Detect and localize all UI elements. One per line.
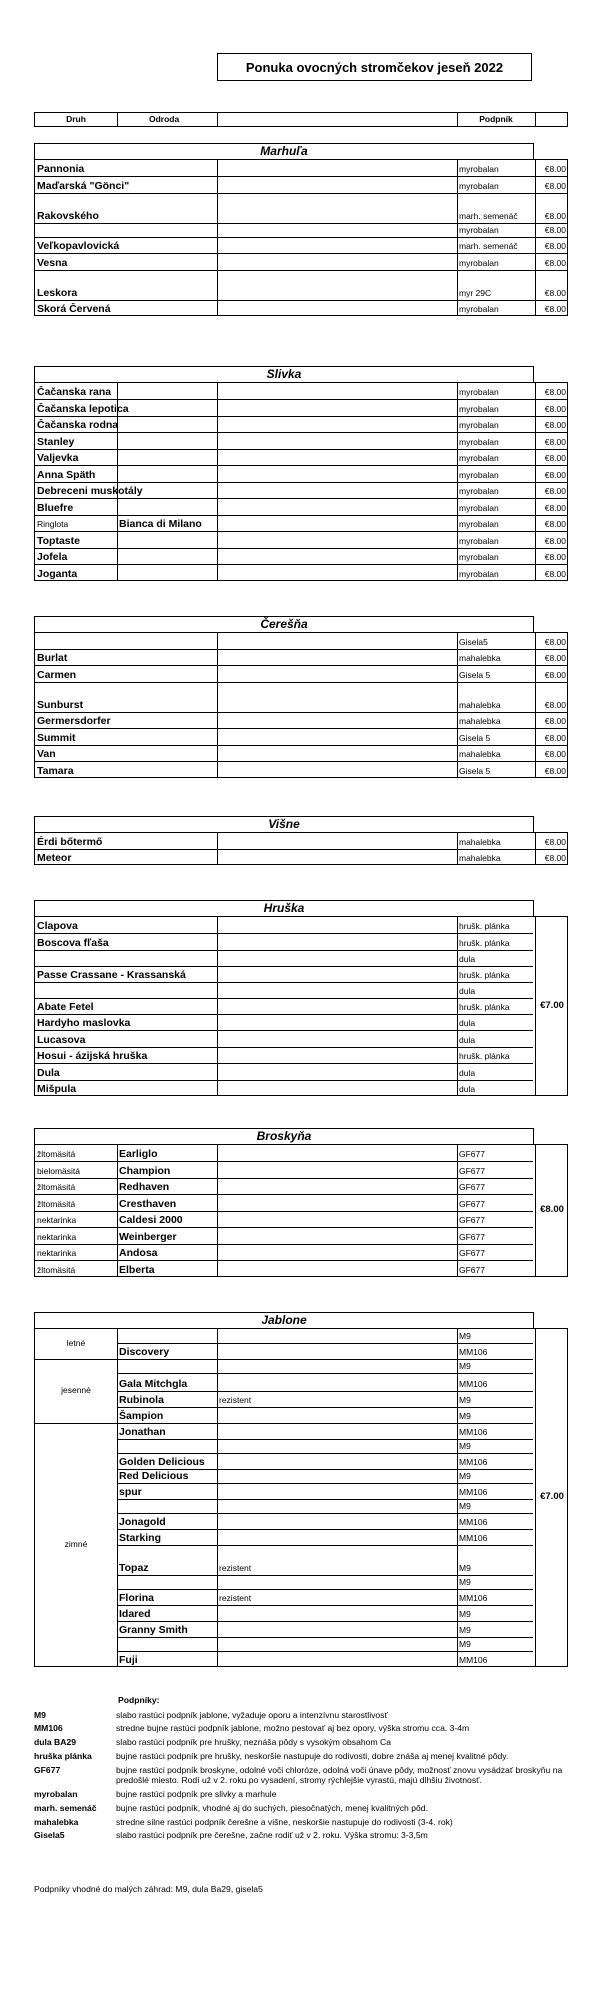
legend-item [34, 1817, 574, 1828]
variety-note: rezistent [219, 1395, 252, 1405]
rootstock: myrobalan [459, 387, 499, 397]
section-hruska [34, 900, 568, 1096]
price: €8.00 [544, 766, 566, 776]
rootstock: myrobalan [459, 569, 499, 579]
section-jablone [34, 1312, 568, 1667]
rootstock: MM106 [459, 1655, 488, 1665]
season-jesenne: jesenné [61, 1385, 91, 1395]
section-table [34, 382, 568, 581]
rootstock: hrušk. plánka [459, 938, 510, 948]
rootstock: myrobalan [459, 453, 499, 463]
legend-item [34, 1723, 574, 1734]
rootstock: M9 [459, 1395, 471, 1405]
legend-item [34, 1803, 574, 1814]
rootstock: hrušk. plánka [459, 1002, 510, 1012]
rootstock: M9 [459, 1331, 471, 1341]
legend-key: hruška plánka [34, 1750, 92, 1761]
rootstock: mahalebka [459, 716, 501, 726]
price: €8.00 [544, 716, 566, 726]
variety-name: Debreceni muskotály [37, 485, 143, 497]
legend-key: M9 [34, 1709, 46, 1720]
legend-key: marh. semenáč [34, 1802, 97, 1813]
rootstock: myrobalan [459, 164, 499, 174]
legend-text: slabo rastúci podpník jablone, vyžaduje oporu a intenzívnu starostlivosť [116, 1709, 388, 1720]
rootstock: MM106 [459, 1517, 488, 1527]
variety-name: Érdi bőtermő [37, 836, 103, 848]
rootstock: M9 [459, 1577, 471, 1587]
section-table [34, 1328, 568, 1667]
rootstock: dula [459, 1084, 476, 1094]
variety-name: Burlat [37, 652, 68, 664]
rootstock: myrobalan [459, 486, 499, 496]
section-title: Broskyňa [34, 1128, 534, 1145]
legend-item [34, 1830, 574, 1841]
legend-item [34, 1710, 574, 1721]
season-letne: letné [66, 1338, 86, 1348]
section-slivka [34, 366, 568, 581]
rootstock: mahalebka [459, 853, 501, 863]
variety-name: Clapova [37, 920, 78, 932]
variety-type: žltomäsitá [37, 1265, 76, 1275]
rootstock: GF677 [459, 1248, 485, 1258]
variety-name: Passe Crassane - Krassanská [37, 969, 186, 981]
rootstock: myrobalan [459, 225, 499, 235]
price: €8.00 [544, 503, 566, 513]
variety-name: Earliglo [119, 1148, 158, 1160]
variety-name: Bianca di Milano [119, 518, 202, 530]
price: €8.00 [544, 853, 566, 863]
section-table [34, 832, 568, 865]
variety-name: Dula [37, 1067, 60, 1079]
price: €8.00 [544, 404, 566, 414]
variety-name: spur [119, 1486, 142, 1498]
rootstock: marh. semenáč [459, 211, 518, 221]
variety-name: Sunburst [37, 699, 84, 711]
variety-name: Pannonia [37, 163, 85, 175]
rootstock: MM106 [459, 1379, 488, 1389]
header-odroda: Odroda [149, 114, 180, 124]
variety-type: nektarinka [37, 1248, 77, 1258]
rootstock: M9 [459, 1411, 471, 1421]
rootstock: M9 [459, 1361, 471, 1371]
legend-key: MM106 [34, 1723, 63, 1734]
rootstock: MM106 [459, 1533, 488, 1543]
variety-name: Vesna [37, 257, 68, 269]
rootstock: MM106 [459, 1427, 488, 1437]
header-druh: Druh [66, 114, 86, 124]
rootstock: dula [459, 1018, 476, 1028]
variety-name: Jonathan [119, 1426, 166, 1438]
variety-name: Skorá Červená [37, 303, 111, 315]
rootstock: dula [459, 954, 476, 964]
legend-text: slabo rastúci podpník pre hrušky, neznáša pôdy s vysokým obsahom Ca [116, 1737, 391, 1748]
legend-item [34, 1751, 574, 1762]
price: €8.00 [544, 700, 566, 710]
variety-name: Cresthaven [119, 1198, 177, 1210]
variety-name: Van [37, 748, 56, 760]
rootstock: hrušk. plánka [459, 970, 510, 980]
rootstock: myrobalan [459, 404, 499, 414]
variety-type: Ringlota [37, 519, 69, 529]
rootstock: myrobalan [459, 258, 499, 268]
group-price: €7.00 [540, 1491, 564, 1502]
section-table [34, 632, 568, 778]
variety-name: Granny Smith [119, 1624, 188, 1636]
price: €8.00 [544, 486, 566, 496]
legend-item [34, 1765, 574, 1786]
legend-text: bujne rastúci podpník, vhodné aj do suchých, piesočnatých, menej kvalitných pôd. [116, 1802, 428, 1813]
variety-name: Hosui - ázijská hruška [37, 1050, 148, 1062]
price: €8.00 [544, 536, 566, 546]
section-table [34, 1144, 568, 1277]
rootstock: M9 [459, 1639, 471, 1649]
legend-text: bujne rastúci podpník broskyne, odolné voči chloróze, odolná voči únave pôdy, možnosť znovu vysádzať broskyňu na predošlé miesto. Rodí už v 2. roku po vysadení, stromy rýchlejšie vyrastú, majú dlhšiu životnosť. [116, 1764, 563, 1786]
rootstock: mahalebka [459, 837, 501, 847]
variety-name: Joganta [37, 568, 78, 580]
section-title: Hruška [34, 900, 534, 917]
variety-name: Andosa [119, 1247, 158, 1259]
rootstock: dula [459, 1068, 476, 1078]
price: €8.00 [544, 519, 566, 529]
variety-note: rezistent [219, 1563, 252, 1573]
legend-key: GF677 [34, 1764, 61, 1775]
rootstock: dula [459, 1035, 476, 1045]
variety-name: Caldesi 2000 [119, 1214, 183, 1226]
price: €8.00 [544, 181, 566, 191]
section-title: Višne [34, 816, 534, 833]
variety-name: Šampion [119, 1410, 164, 1422]
section-title: Jablone [34, 1312, 534, 1329]
variety-name: Germersdorfer [37, 715, 111, 727]
variety-name: Boscova fľaša [37, 937, 109, 949]
variety-name: Tamara [37, 765, 74, 777]
price: €8.00 [544, 569, 566, 579]
price: €8.00 [544, 288, 566, 298]
rootstock: mahalebka [459, 700, 501, 710]
price: €8.00 [544, 552, 566, 562]
variety-name: Valjevka [37, 452, 79, 464]
rootstock: myr 29C [459, 288, 492, 298]
legend-key: dula BA29 [34, 1737, 77, 1748]
price: €8.00 [544, 258, 566, 268]
variety-name: Anna Späth [37, 469, 96, 481]
rootstock: myrobalan [459, 181, 499, 191]
variety-name: Gala Mitchgla [119, 1378, 188, 1390]
header-podpnik: Podpník [479, 114, 513, 124]
variety-name: Carmen [37, 669, 77, 681]
section-broskyna [34, 1128, 568, 1277]
rootstock: GF677 [459, 1182, 485, 1192]
section-ceresna [34, 616, 568, 778]
group-price: €7.00 [540, 999, 564, 1011]
legend-text: slabo rastúci podpník pre čerešne, začne rodiť už v 2. roku. Výška stromu: 3-3,5m [116, 1830, 428, 1841]
rootstock: dula [459, 986, 476, 996]
price: €8.00 [544, 653, 566, 663]
variety-name: Čačanska rodna [37, 419, 119, 431]
rootstock: Gisela 5 [459, 733, 491, 743]
column-header-row [34, 112, 568, 127]
rootstock: GF677 [459, 1215, 485, 1225]
variety-name: Golden Delicious [119, 1456, 205, 1468]
rootstock: M9 [459, 1441, 471, 1451]
price: €8.00 [544, 637, 566, 647]
rootstock: myrobalan [459, 420, 499, 430]
rootstock: M9 [459, 1471, 471, 1481]
legend-key: myrobalan [34, 1789, 78, 1800]
variety-type: nektarinka [37, 1232, 77, 1242]
variety-name: Hardyho maslovka [37, 1017, 131, 1029]
rootstock: GF677 [459, 1166, 485, 1176]
variety-name: Red Delicious [119, 1470, 189, 1482]
variety-name: Meteor [37, 852, 72, 864]
variety-name: Čačanska rana [37, 386, 112, 398]
variety-name: Discovery [119, 1346, 170, 1358]
variety-name: Mišpula [37, 1083, 77, 1095]
variety-type: žltomäsitá [37, 1182, 76, 1192]
price: €8.00 [544, 749, 566, 759]
variety-type: bielomäsitá [37, 1166, 80, 1176]
section-title: Marhuľa [34, 143, 534, 160]
rootstock: hrušk. plánka [459, 921, 510, 931]
rootstock: Gisela 5 [459, 670, 491, 680]
price: €8.00 [544, 837, 566, 847]
price: €8.00 [544, 437, 566, 447]
legend-key: mahalebka [34, 1816, 79, 1827]
variety-name: Abate Fetel [37, 1001, 94, 1013]
variety-name: Jonagold [119, 1516, 166, 1528]
rootstock-legend [34, 1695, 574, 1844]
rootstock: M9 [459, 1563, 471, 1573]
section-table [34, 159, 568, 316]
legend-item [34, 1737, 574, 1748]
legend-heading: Podpníky: [118, 1695, 160, 1705]
section-table [34, 916, 568, 1096]
rootstock: MM106 [459, 1347, 488, 1357]
price: €8.00 [544, 733, 566, 743]
rootstock: MM106 [459, 1457, 488, 1467]
rootstock: M9 [459, 1625, 471, 1635]
rootstock: marh. semenáč [459, 241, 518, 251]
rootstock: M9 [459, 1609, 471, 1619]
price: €8.00 [544, 420, 566, 430]
variety-name: Starking [119, 1532, 162, 1544]
legend-text: stredne silne rastúci podpník čerešne a višne, neskoršie nastupuje do rodivosti (3-4. rok) [116, 1816, 453, 1827]
rootstock: GF677 [459, 1149, 485, 1159]
season-zimne: zimné [64, 1539, 88, 1549]
variety-name: Veľkopavlovická [37, 240, 120, 252]
variety-note: rezistent [219, 1593, 252, 1603]
rootstock: hrušk. plánka [459, 1051, 510, 1061]
rootstock: Gisela5 [459, 637, 488, 647]
variety-name: Topaz [119, 1562, 149, 1574]
rootstock: myrobalan [459, 470, 499, 480]
legend-text: bujne rastúci podpník pre hrušky, neskoršie nastupuje do rodivosti, dobre znáša aj menej kvalitné pôdy. [116, 1750, 509, 1761]
variety-name: Lucasova [37, 1034, 86, 1046]
variety-type: žltomäsitá [37, 1149, 76, 1159]
variety-name: Idared [119, 1608, 151, 1620]
legend-item [34, 1789, 574, 1800]
variety-name: Summit [37, 732, 76, 744]
variety-name: Florina [119, 1592, 155, 1604]
variety-name: Stanley [37, 436, 75, 448]
variety-name: Redhaven [119, 1181, 170, 1193]
rootstock: GF677 [459, 1232, 485, 1242]
legend-key: Gisela5 [34, 1830, 65, 1841]
price: €8.00 [544, 470, 566, 480]
rootstock: myrobalan [459, 552, 499, 562]
rootstock: mahalebka [459, 653, 501, 663]
variety-name: Fuji [119, 1654, 138, 1666]
rootstock: myrobalan [459, 536, 499, 546]
variety-name: Champion [119, 1165, 171, 1177]
price: €8.00 [544, 241, 566, 251]
variety-name: Leskora [37, 287, 78, 299]
price: €8.00 [544, 211, 566, 221]
section-title: Čerešňa [34, 616, 534, 633]
rootstock: mahalebka [459, 749, 501, 759]
legend-text: stredne bujne rastúci podpník jablone, možno pestovať aj bez opory, výška stromu cca. 3-4m [116, 1723, 470, 1734]
group-price: €8.00 [540, 1204, 564, 1215]
page-title: Ponuka ovocných stromčekov jeseň 2022 [217, 53, 532, 81]
price: €8.00 [544, 304, 566, 314]
variety-name: Jofela [37, 551, 68, 563]
footer-note: Podpníky vhodné do malých záhrad: M9, dula Ba29, gisela5 [34, 1884, 263, 1894]
variety-name: Maďarská "Gönci" [37, 180, 130, 192]
rootstock: GF677 [459, 1199, 485, 1209]
variety-name: Rakovského [37, 210, 99, 222]
price: €8.00 [544, 387, 566, 397]
section-visne [34, 816, 568, 865]
variety-name: Čačanska lepotica [37, 403, 129, 415]
variety-name: Weinberger [119, 1231, 177, 1243]
rootstock: Gisela 5 [459, 766, 491, 776]
variety-type: žltomäsitá [37, 1199, 76, 1209]
rootstock: myrobalan [459, 503, 499, 513]
price: €8.00 [544, 164, 566, 174]
rootstock: MM106 [459, 1487, 488, 1497]
price: €8.00 [544, 670, 566, 680]
variety-name: Rubinola [119, 1394, 164, 1406]
rootstock: MM106 [459, 1593, 488, 1603]
rootstock: myrobalan [459, 437, 499, 447]
rootstock: GF677 [459, 1265, 485, 1275]
variety-name: Bluefre [37, 502, 74, 514]
variety-name: Elberta [119, 1264, 155, 1276]
variety-name: Toptaste [37, 535, 80, 547]
price: €8.00 [544, 453, 566, 463]
rootstock: myrobalan [459, 519, 499, 529]
variety-type: nektarinka [37, 1215, 77, 1225]
rootstock: myrobalan [459, 304, 499, 314]
rootstock: M9 [459, 1501, 471, 1511]
price: €8.00 [544, 225, 566, 235]
section-title: Slivka [34, 366, 534, 383]
section-marhula [34, 143, 568, 316]
legend-text: bujne rastúci podpník pre slivky a marhule [116, 1789, 277, 1800]
